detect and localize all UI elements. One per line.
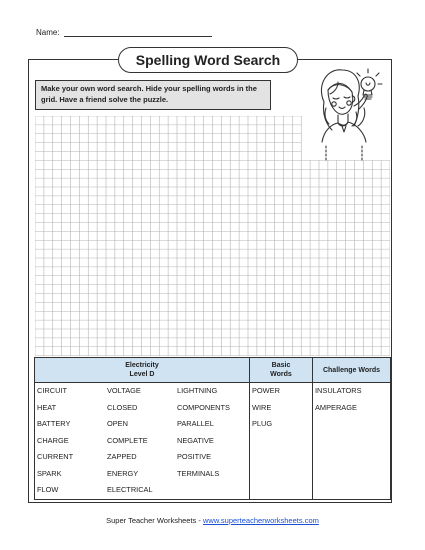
electricity-column-3 bbox=[175, 383, 245, 499]
footer bbox=[0, 516, 425, 525]
word-item: HEAT bbox=[37, 402, 57, 412]
electricity-column-2 bbox=[105, 383, 175, 499]
electricity-header-title: Electricity bbox=[125, 362, 159, 369]
name-field bbox=[36, 28, 212, 37]
word-item: LIGHTNING bbox=[177, 386, 218, 395]
word-item: CHARGE bbox=[37, 435, 69, 445]
word-item: PLUG bbox=[252, 419, 273, 428]
word-item: COMPLETE bbox=[107, 435, 148, 445]
worksheet-title: Spelling Word Search bbox=[118, 47, 298, 73]
challenge-words-header: Challenge Words bbox=[313, 358, 391, 383]
word-item: POWER bbox=[252, 386, 280, 395]
basic-words-header bbox=[250, 358, 313, 383]
electricity-words-cell bbox=[35, 383, 250, 500]
word-item: CIRCUIT bbox=[37, 386, 67, 395]
word-item: FLOW bbox=[37, 485, 59, 494]
word-item: CLOSED bbox=[107, 402, 138, 412]
basic-header-line2: Words bbox=[270, 371, 292, 378]
word-item: VOLTAGE bbox=[107, 386, 141, 395]
word-item: SPARK bbox=[37, 468, 62, 478]
word-item: INSULATORS bbox=[315, 386, 362, 395]
electricity-column-1 bbox=[35, 383, 105, 499]
name-line[interactable] bbox=[64, 28, 212, 37]
word-item: COMPONENTS bbox=[177, 402, 230, 412]
word-item: CURRENT bbox=[37, 452, 74, 461]
electricity-header-level: Level D bbox=[129, 371, 155, 378]
word-item: TERMINALS bbox=[177, 468, 220, 478]
name-label: Name: bbox=[36, 28, 60, 37]
word-item: POSITIVE bbox=[177, 452, 212, 461]
word-item: WIRE bbox=[252, 402, 272, 412]
word-item: OPEN bbox=[107, 419, 128, 428]
instructions-box: Make your own word search. Hide your spelling words in the grid. Have a friend solve the puzzle. bbox=[35, 80, 271, 110]
word-item: ENERGY bbox=[107, 468, 139, 478]
basic-words-cell bbox=[250, 383, 313, 500]
footer-text: Super Teacher Worksheets - bbox=[106, 516, 203, 525]
electricity-header bbox=[35, 358, 250, 383]
word-item: ELECTRICAL bbox=[107, 485, 153, 494]
word-item: AMPERAGE bbox=[315, 402, 357, 412]
spelling-words-table bbox=[34, 357, 391, 500]
footer-link[interactable]: www.superteacherworksheets.com bbox=[202, 516, 319, 525]
basic-header-line1: Basic bbox=[271, 362, 291, 369]
word-item: ZAPPED bbox=[107, 452, 137, 461]
girl-lightbulb-illustration bbox=[302, 62, 384, 166]
word-item: BATTERY bbox=[37, 419, 71, 428]
word-item: NEGATIVE bbox=[177, 435, 214, 445]
challenge-words-cell bbox=[313, 383, 391, 500]
word-item: PARALLEL bbox=[177, 419, 214, 428]
